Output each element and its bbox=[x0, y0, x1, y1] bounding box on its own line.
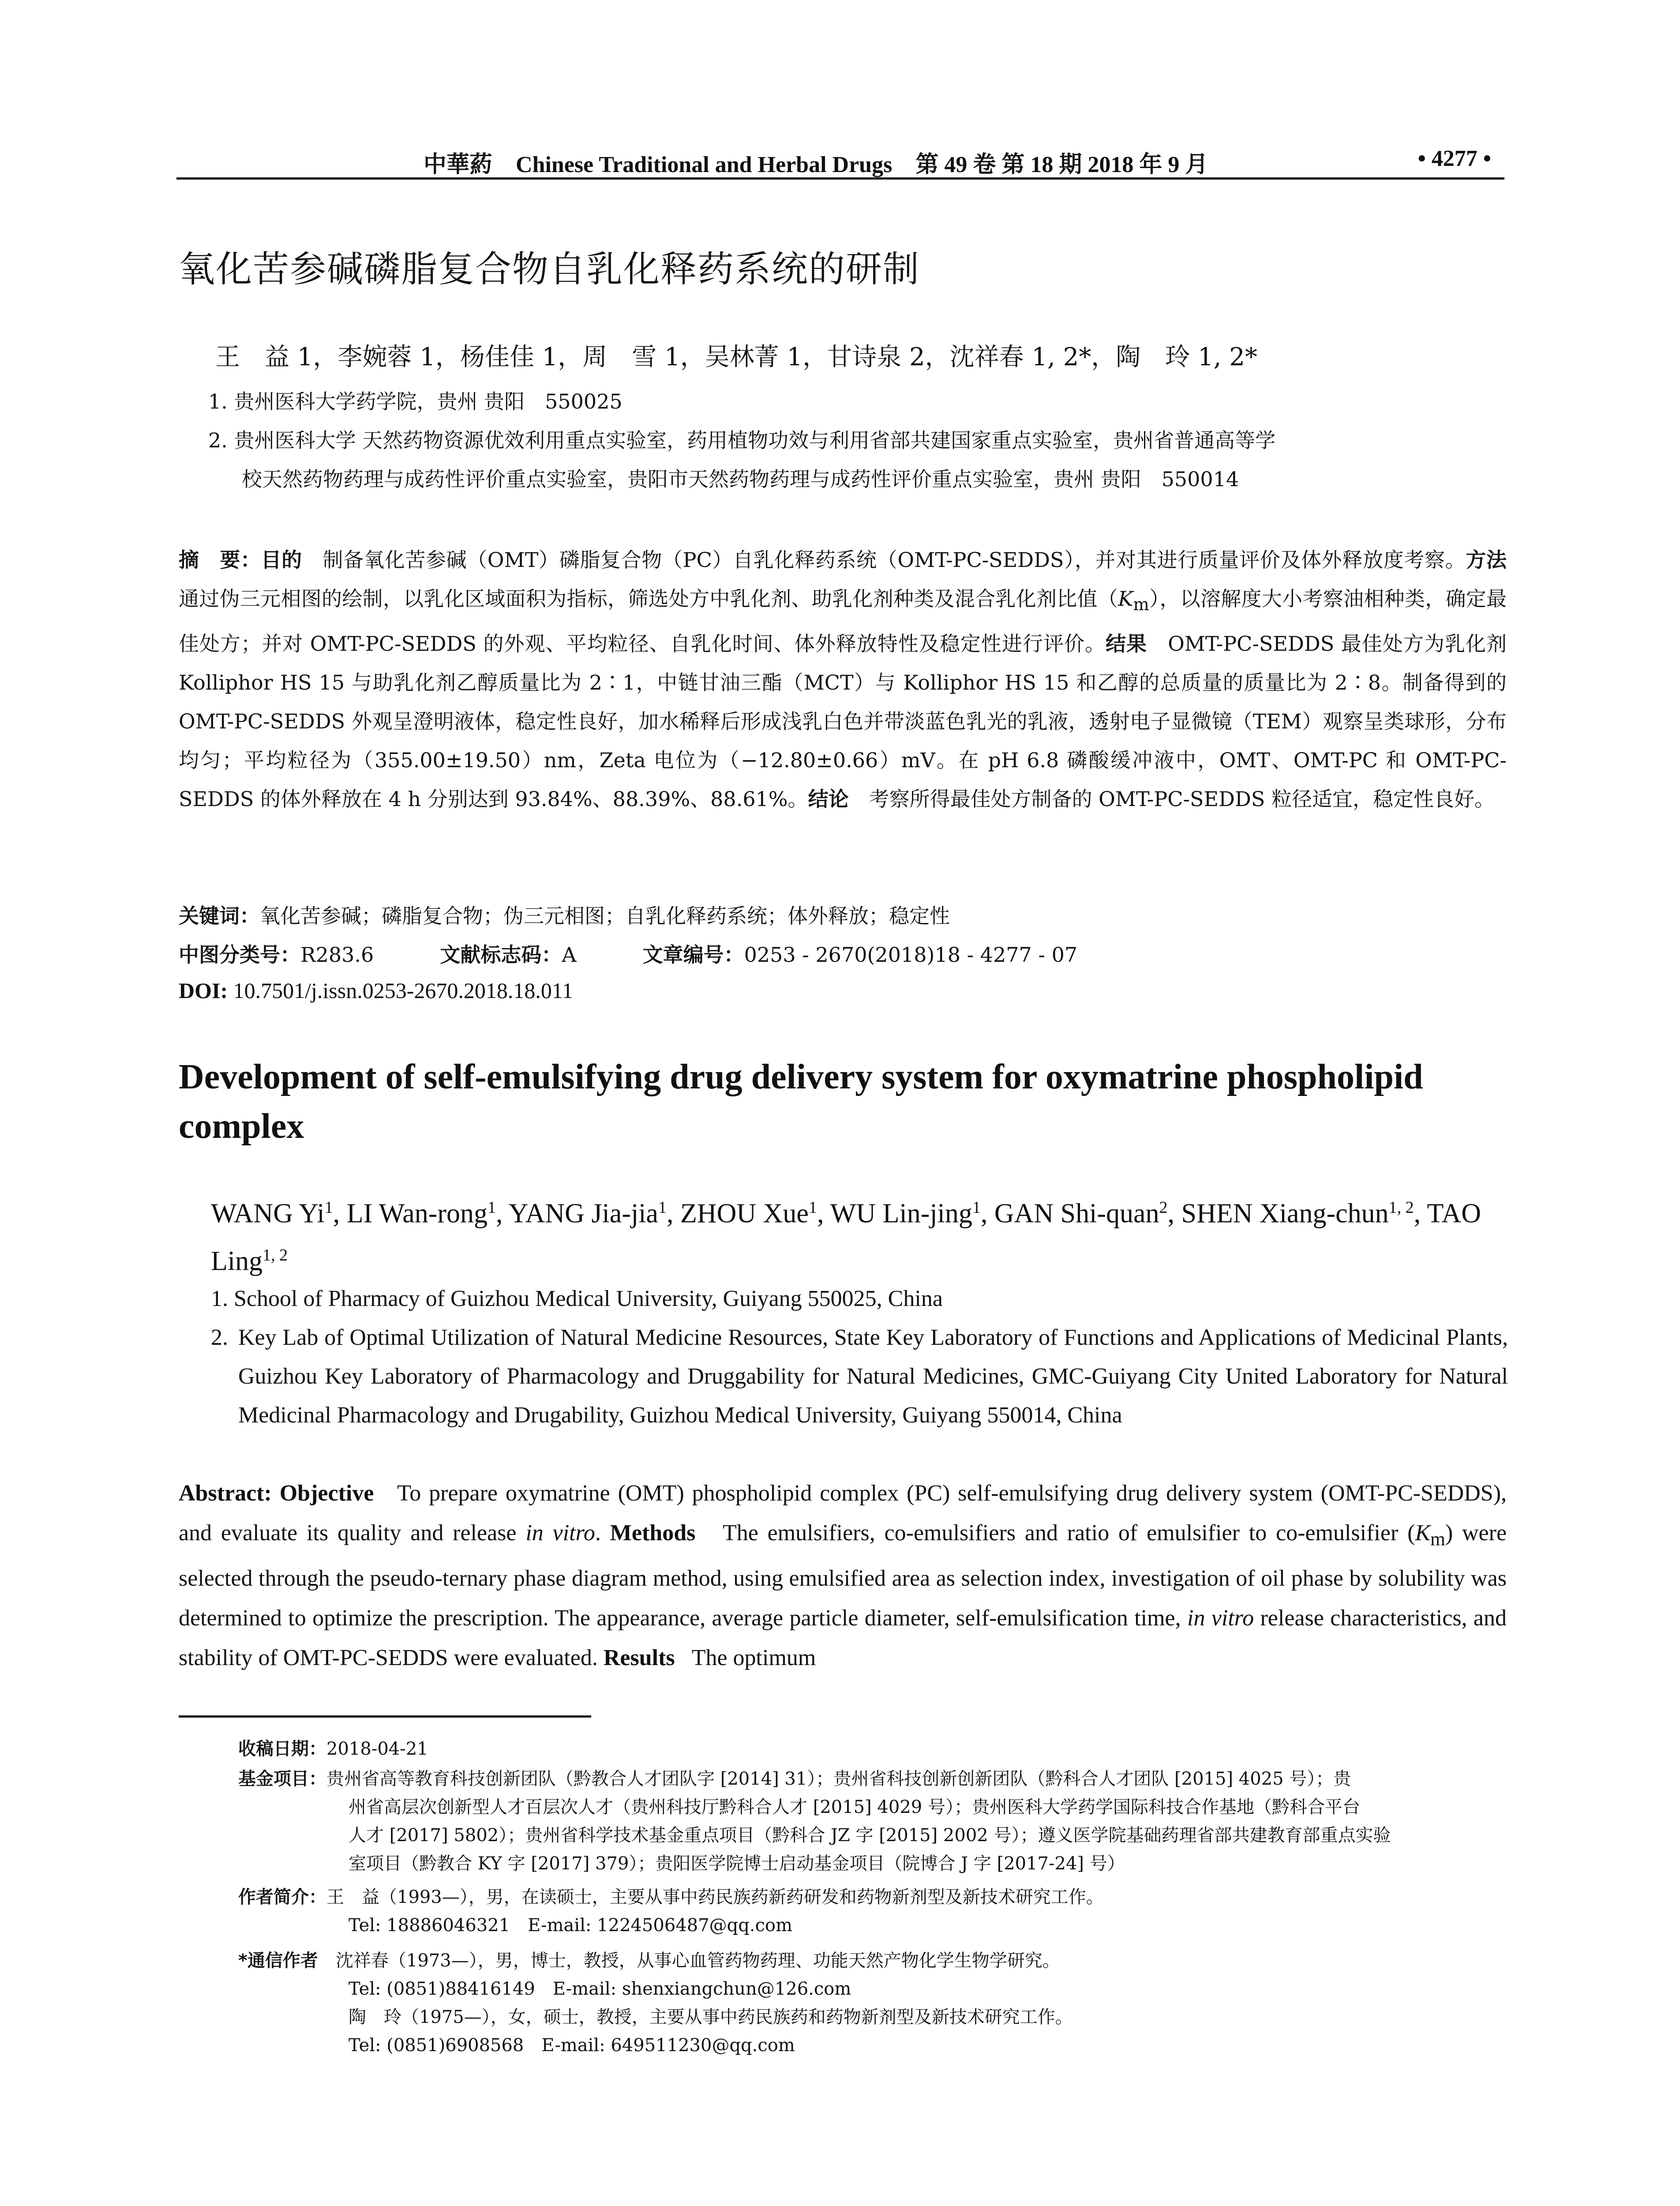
running-header bbox=[176, 137, 1504, 180]
cn-methods-label: 方法 bbox=[1466, 548, 1507, 572]
en-author-name: YANG Jia-jia bbox=[508, 1198, 658, 1229]
author-bio: 王 益（1993—），男，在读硕士，主要从事中药民族药新药研发和药物新剂型及新技术研究工作。 bbox=[326, 1887, 1104, 1907]
en-author-affiliation-mark: 2 bbox=[1159, 1198, 1168, 1217]
journal-name: Chinese Traditional and Herbal Drugs bbox=[516, 152, 892, 177]
received-label: 收稿日期： bbox=[238, 1739, 326, 1759]
clc-value: R283.6 bbox=[300, 943, 374, 967]
cn-affiliation-2: 2. 贵州医科大学 天然药物资源优效利用重点实验室，药用植物功效与利用省部共建国家重点实验室，贵州省普通高等学 bbox=[208, 428, 1276, 452]
cn-objective-text: 制备氧化苦参碱（OMT）磷脂复合物（PC）自乳化释药系统（OMT-PC-SEDDS），并对其进行质量评价及体外释放度考察。 bbox=[322, 548, 1466, 572]
doccode-value: A bbox=[562, 943, 577, 967]
en-authors bbox=[211, 1187, 1508, 1282]
en-results-label: Results bbox=[603, 1645, 675, 1671]
keywords-text: 氧化苦参碱；磷脂复合物；伪三元相图；自乳化释药系统；体外释放；稳定性 bbox=[260, 904, 950, 928]
en-author-affiliation-mark: 1, 2 bbox=[1388, 1198, 1414, 1217]
en-in-vitro-1: in vitro bbox=[525, 1520, 595, 1546]
article-no-label: 文章编号： bbox=[642, 943, 744, 967]
doccode-label: 文献标志码： bbox=[440, 943, 562, 967]
classification-line bbox=[179, 939, 1077, 968]
en-author-affiliation-mark: 1 bbox=[488, 1198, 496, 1217]
cn-abstract-label: 摘 要： bbox=[179, 548, 261, 572]
en-author-name: LI Wan-rong bbox=[346, 1198, 488, 1229]
km-subscript: m bbox=[1133, 595, 1149, 615]
cn-results-label: 结果 bbox=[1106, 632, 1148, 656]
doi-line bbox=[179, 978, 573, 1003]
en-abstract-label: Abstract: bbox=[179, 1481, 272, 1506]
en-methods-label: Methods bbox=[610, 1520, 696, 1546]
en-author-name: GAN Shi-quan bbox=[994, 1198, 1159, 1229]
en-affiliation-2 bbox=[211, 1318, 1508, 1435]
en-in-vitro-2: in vitro bbox=[1187, 1606, 1254, 1631]
keywords-label: 关键词： bbox=[179, 904, 260, 928]
doi-value: 10.7501/j.issn.0253-2670.2018.18.011 bbox=[233, 978, 573, 1003]
en-author-separator: , bbox=[333, 1198, 347, 1229]
fund-line: 州省高层次创新型人才百层次人才（贵州科技厅黔科合人才 [2015] 4029 号）；贵州医科大学药学国际科技合作基地（黔科合平台 bbox=[349, 1797, 1360, 1817]
cn-objective-label: 目的 bbox=[261, 548, 302, 572]
en-author-separator: , bbox=[1167, 1198, 1181, 1229]
cn-keywords bbox=[179, 900, 950, 929]
cn-abstract bbox=[179, 540, 1507, 818]
author-contact: Tel: 18886046321 E-mail: 1224506487@qq.com bbox=[349, 1915, 793, 1936]
en-abstract: Abstract: Objective To prepare oxymatrine (OMT) phospholipid complex (PC) self-emulsifying drug delivery system (OMT-PC-SEDDS), and evaluate its quality and release in vitro. Methods The emulsifiers, co-emulsifiers and ratio of emulsifier to co-emulsifier $(K_m)$ were selected through the pseudo-ternary phase diagram method, using emulsified area as selection index, investigation of oil phase by solubility was determined to optimize the prescription. The appearance, average particle diameter, self-emulsification time, in vitro release characteristics, and stability of OMT-PC-SEDDS were evaluated. Results The optimum bbox=[179, 1481, 1507, 1671]
en-objective-label: Objective bbox=[279, 1481, 374, 1506]
cn-conclusion-text: 考察所得最佳处方制备的 OMT-PC-SEDDS 粒径适宜，稳定性良好。 bbox=[869, 787, 1495, 811]
corresponding-contact-2: Tel: (0851)6908568 E-mail: 649511230@qq.com bbox=[349, 2035, 795, 2056]
en-author-separator: , bbox=[1414, 1198, 1427, 1229]
footnote-rule bbox=[179, 1715, 591, 1718]
footnote-corresponding bbox=[238, 1947, 1504, 2060]
cn-title: 氧化苦参碱磷脂复合物自乳化释药系统的研制 bbox=[179, 248, 920, 290]
corresponding-contact-1: Tel: (0851)88416149 E-mail: shenxiangchun@126.com bbox=[349, 1979, 851, 1999]
fund-label: 基金项目： bbox=[238, 1769, 326, 1789]
en-author-affiliation-mark: 1 bbox=[324, 1198, 333, 1217]
en-author-name: SHEN Xiang-chun bbox=[1181, 1198, 1389, 1229]
fund-line: 贵州省高等教育科技创新团队（黔教合人才团队字 [2014] 31）；贵州省科技创新创新团队（黔科合人才团队 [2015] 4025 号）；贵 bbox=[326, 1769, 1351, 1789]
en-author-affiliation-mark: 1 bbox=[972, 1198, 981, 1217]
author-label: 作者简介： bbox=[238, 1887, 326, 1907]
en-author-separator: , bbox=[496, 1198, 509, 1229]
en-methods-text-end: release characteristics, and stability of OMT-PC-SEDDS were evaluated. bbox=[179, 1606, 1507, 1671]
en-km-symbol: K bbox=[1415, 1520, 1431, 1546]
page-number: • 4277 • bbox=[1418, 146, 1491, 171]
cn-affiliation-2-cont: 校天然药物药理与成药性评价重点实验室，贵阳市天然药物药理与成药性评价重点实验室，贵州 贵阳 550014 bbox=[242, 467, 1239, 491]
received-date: 2018-04-21 bbox=[326, 1739, 428, 1759]
cn-authors: 王 益 1，李婉蓉 1，杨佳佳 1，周 雪 1，吴林菁 1，甘诗泉 2，沈祥春 1, 2*，陶 玲 1, 2* bbox=[215, 343, 1257, 371]
footnote-fund bbox=[238, 1765, 1504, 1878]
cn-results-text: OMT-PC-SEDDS 最佳处方为乳化剂 Kolliphor HS 15 与助乳化剂乙醇质量比为 2∶1，中链甘油三酯（MCT）与 Kolliphor HS 15 和乙醇的总质量的质量比为 2∶8。制备得到的 OMT-PC-SEDDS 外观呈澄明液体，稳定性良好，加水稀释后形成浅乳白色并带淡蓝色乳光的乳液，透射电子显微镜（TEM）观察呈类球形，分布均匀；平均粒径为（355.00±19.50）nm，Zeta 电位为（−12.80±0.66）mV。在 pH 6.8 磷酸缓冲液中，OMT、OMT-PC 和 OMT-PC-SEDDS 的体外释放在 4 h 分别达到 93.84%、88.39%、88.61%。 bbox=[179, 632, 1507, 811]
en-author-separator: , bbox=[980, 1198, 994, 1229]
doi-label: DOI: bbox=[179, 978, 228, 1003]
en-results-text: The optimum bbox=[691, 1645, 816, 1671]
en-author-affiliation-mark: 1, 2 bbox=[262, 1246, 288, 1264]
cn-methods-text: 通过伪三元相图的绘制，以乳化区域面积为指标，筛选处方中乳化剂、助乳化剂种类及混合乳化剂比值（ bbox=[179, 587, 1118, 611]
en-methods-text: The emulsifiers, co-emulsifiers and ratio of emulsifier to co-emulsifier ( bbox=[722, 1520, 1415, 1546]
fund-line: 人才 [2017] 5802）；贵州省科学技术基金重点项目（黔科合 JZ 字 [2015] 2002 号）；遵义医学院基础药理省部共建教育部重点实验 bbox=[349, 1825, 1391, 1846]
journal-logo: 中華葯 bbox=[424, 151, 493, 178]
km-symbol: K bbox=[1118, 587, 1133, 611]
corresponding-bio-1: 沈祥春（1973—），男，博士，教授，从事心血管药物药理、功能天然产物化学生物学研究。 bbox=[335, 1951, 1060, 1971]
en-author-name: WU Lin-jing bbox=[830, 1198, 972, 1229]
clc-label: 中图分类号： bbox=[179, 943, 300, 967]
corresponding-bio-2: 陶 玲（1975—），女，硕士，教授，主要从事中药民族药和药物新剂型及新技术研究工作。 bbox=[349, 2007, 1073, 2027]
footnote-author bbox=[238, 1883, 1504, 1940]
fund-line: 室项目（黔教合 KY 字 [2017] 379）；贵阳医学院博士启动基金项目（院博合 J 字 [2017-24] 号） bbox=[349, 1853, 1125, 1874]
en-methods-text-cont: ) were selected through the pseudo-ternary phase diagram method, using emulsified area as selection index, investigation of oil phase by solubility was determined to optimize the prescription. The appearance, average particle diameter, self-emulsification time, bbox=[179, 1520, 1507, 1631]
cn-conclusion-label: 结论 bbox=[808, 787, 849, 811]
en-author-separator: , bbox=[817, 1198, 830, 1229]
en-affiliation-2-number: 2. bbox=[211, 1325, 228, 1350]
en-author-separator: , bbox=[666, 1198, 680, 1229]
cn-methods-text-cont: ），以溶解度大小考察油相种类，确定最佳处方；并对 OMT-PC-SEDDS 的外观、平均粒径、自乳化时间、体外释放特性及稳定性进行评价。 bbox=[179, 587, 1507, 656]
en-km-subscript: m bbox=[1430, 1528, 1445, 1550]
article-no-value: 0253 - 2670(2018)18 - 4277 - 07 bbox=[744, 943, 1078, 967]
issue-info: 第 49 卷 第 18 期 2018 年 9 月 bbox=[915, 152, 1208, 177]
corresponding-label: *通信作者 bbox=[238, 1951, 318, 1971]
journal-header bbox=[424, 146, 1208, 179]
en-author-name: ZHOU Xue bbox=[680, 1198, 809, 1229]
en-affiliation-2-text: Key Lab of Optimal Utilization of Natural Medicine Resources, State Key Laboratory of Functions and Applications of Medicinal Plants, Guizhou Key Laboratory of Pharmacology and Druggability for Natural Medicines, GMC-Guiyang City United Laboratory for Natural Medicinal Pharmacology and Drugability, Guizhou Medical University, Guiyang 550014, China bbox=[238, 1325, 1508, 1428]
footnote-received bbox=[238, 1735, 1504, 1763]
en-author-name: TAO Ling bbox=[211, 1198, 1481, 1276]
en-author-name: WANG Yi bbox=[211, 1198, 325, 1229]
cn-affiliation-1: 1. 贵州医科大学药学院，贵州 贵阳 550025 bbox=[208, 390, 622, 413]
en-objective-text: To prepare oxymatrine (OMT) phospholipid complex (PC) self-emulsifying drug delivery system (OMT-PC-SEDDS), and evaluate its quality and release bbox=[179, 1481, 1507, 1546]
en-author-affiliation-mark: 1 bbox=[658, 1198, 667, 1217]
en-affiliation-1: 1. School of Pharmacy of Guizhou Medical University, Guiyang 550025, China bbox=[211, 1286, 943, 1311]
en-title: Development of self-emulsifying drug delivery system for oxymatrine phospholipid complex bbox=[179, 1058, 1423, 1146]
en-author-affiliation-mark: 1 bbox=[808, 1198, 817, 1217]
